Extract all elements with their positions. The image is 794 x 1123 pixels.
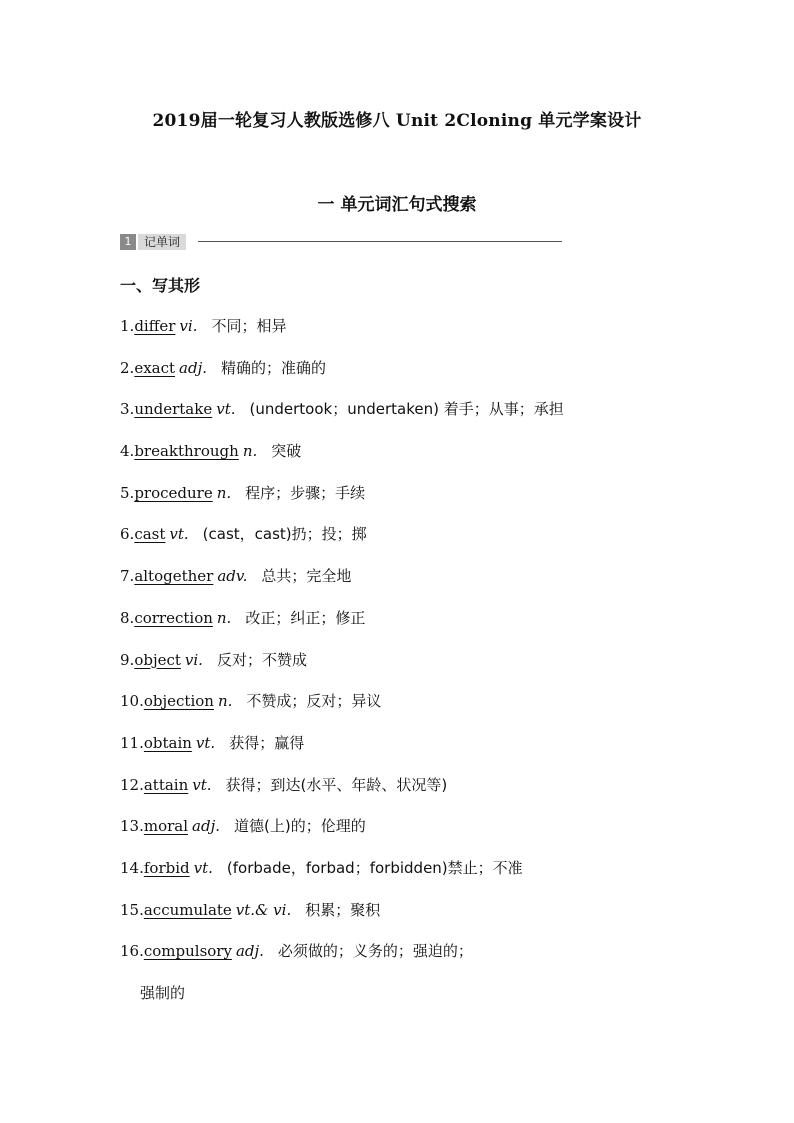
entry-part-of-speech: vt. xyxy=(216,400,236,419)
vocabulary-entry xyxy=(120,439,680,481)
entry-meaning: 突破 xyxy=(271,442,302,461)
tag-label: 记单词 xyxy=(138,234,186,250)
entry-meaning: 获得；赢得 xyxy=(229,733,305,752)
entry-word: exact xyxy=(134,358,176,377)
entry-word: compulsory xyxy=(143,942,232,961)
entry-number: 11. xyxy=(120,733,144,752)
entry-continuation: 强制的 xyxy=(140,984,186,1002)
entry-number: 16. xyxy=(120,942,144,961)
entry-word: obtain xyxy=(143,733,192,752)
vocabulary-entry xyxy=(120,397,680,439)
vocabulary-entry xyxy=(120,356,680,398)
entry-meaning: 总共；完全地 xyxy=(261,567,352,586)
entry-number: 1. xyxy=(120,317,135,335)
entry-part-of-speech: adj. xyxy=(235,942,264,961)
entry-number: 14. xyxy=(120,858,144,877)
entry-part-of-speech: adj. xyxy=(192,817,220,836)
tag-number-badge: 1 xyxy=(120,234,136,250)
entry-word: accumulate xyxy=(143,900,232,919)
entry-part-of-speech: n. xyxy=(216,483,232,502)
entry-part-of-speech: adj. xyxy=(179,358,207,377)
vocabulary-entry xyxy=(120,689,680,731)
entry-number: 10. xyxy=(120,692,144,711)
entry-word: cast xyxy=(134,525,166,544)
entry-part-of-speech: vt. xyxy=(195,733,216,752)
entry-part-of-speech: vt. xyxy=(169,525,189,544)
entry-meaning: 积累；聚积 xyxy=(305,900,381,919)
entry-part-of-speech: vt.& vi. xyxy=(235,900,292,919)
entry-meaning: (undertook；undertaken) 着手；从事；承担 xyxy=(249,400,564,419)
entry-word: undertake xyxy=(134,400,213,419)
entry-part-of-speech: n. xyxy=(216,608,232,627)
vocabulary-entry xyxy=(120,564,680,606)
vocabulary-entry xyxy=(120,481,680,523)
entry-number: 9. xyxy=(120,650,135,669)
vocabulary-tag xyxy=(120,234,450,250)
vocabulary-entry xyxy=(120,898,680,940)
entry-part-of-speech: vi. xyxy=(184,650,203,669)
entry-meaning: 不赞成；反对；异议 xyxy=(246,692,382,711)
vocabulary-list xyxy=(120,314,680,981)
vocabulary-entry xyxy=(120,856,680,898)
entry-number: 13. xyxy=(120,817,144,836)
entry-part-of-speech: vi. xyxy=(179,317,198,335)
entry-meaning: 程序；步骤；手续 xyxy=(245,483,366,502)
entry-part-of-speech: vt. xyxy=(193,858,213,877)
vocabulary-entry xyxy=(120,814,680,856)
vocabulary-entry xyxy=(120,773,680,815)
entry-meaning: 道德(上)的；伦理的 xyxy=(234,817,366,836)
entry-part-of-speech: adv. xyxy=(217,567,248,586)
section-title: 一 单元词汇句式搜索 xyxy=(317,195,477,215)
entry-part-of-speech: n. xyxy=(242,442,258,461)
entry-meaning: 必须做的；义务的；强迫的； xyxy=(277,942,473,961)
entry-word: objection xyxy=(143,692,214,711)
entry-number: 5. xyxy=(120,483,135,502)
entry-meaning: 精确的；准确的 xyxy=(221,358,327,377)
vocabulary-entry xyxy=(120,648,680,690)
vocabulary-entry xyxy=(120,731,680,773)
entry-word: differ xyxy=(134,317,176,335)
entry-word: correction xyxy=(134,608,213,627)
entry-number: 3. xyxy=(120,400,135,419)
vocabulary-entry xyxy=(120,939,680,981)
entry-part-of-speech: n. xyxy=(217,692,233,711)
vocabulary-entry xyxy=(120,606,680,648)
entry-word: forbid xyxy=(143,858,190,877)
entry-meaning: (forbade，forbad；forbidden)禁止；不准 xyxy=(226,858,523,877)
entry-number: 12. xyxy=(120,775,144,794)
entry-number: 8. xyxy=(120,608,135,627)
entry-word: attain xyxy=(143,775,189,794)
entry-meaning: 获得；到达(水平、年龄、状况等) xyxy=(225,775,448,794)
entry-meaning: 不同；相异 xyxy=(211,317,287,335)
entry-word: procedure xyxy=(134,483,213,502)
vocabulary-entry xyxy=(120,522,680,564)
entry-word: moral xyxy=(143,817,189,836)
entry-number: 7. xyxy=(120,567,135,586)
entry-number: 6. xyxy=(120,525,135,544)
entry-number: 15. xyxy=(120,900,144,919)
sub-heading: 一、写其形 xyxy=(120,276,201,295)
entry-part-of-speech: vt. xyxy=(192,775,212,794)
vocabulary-entry xyxy=(120,314,680,356)
entry-number: 4. xyxy=(120,442,135,461)
document-title: 2019届一轮复习人教版选修八 Unit 2Cloning 单元学案设计 xyxy=(152,111,642,131)
entry-word: altogether xyxy=(134,567,214,586)
entry-word: object xyxy=(134,650,181,669)
entry-number: 2. xyxy=(120,358,135,377)
entry-meaning: 反对；不赞成 xyxy=(216,650,307,669)
entry-meaning: (cast，cast)扔；投；掷 xyxy=(202,525,367,544)
divider-line xyxy=(198,241,562,242)
entry-word: breakthrough xyxy=(134,442,239,461)
entry-meaning: 改正；纠正；修正 xyxy=(245,608,366,627)
